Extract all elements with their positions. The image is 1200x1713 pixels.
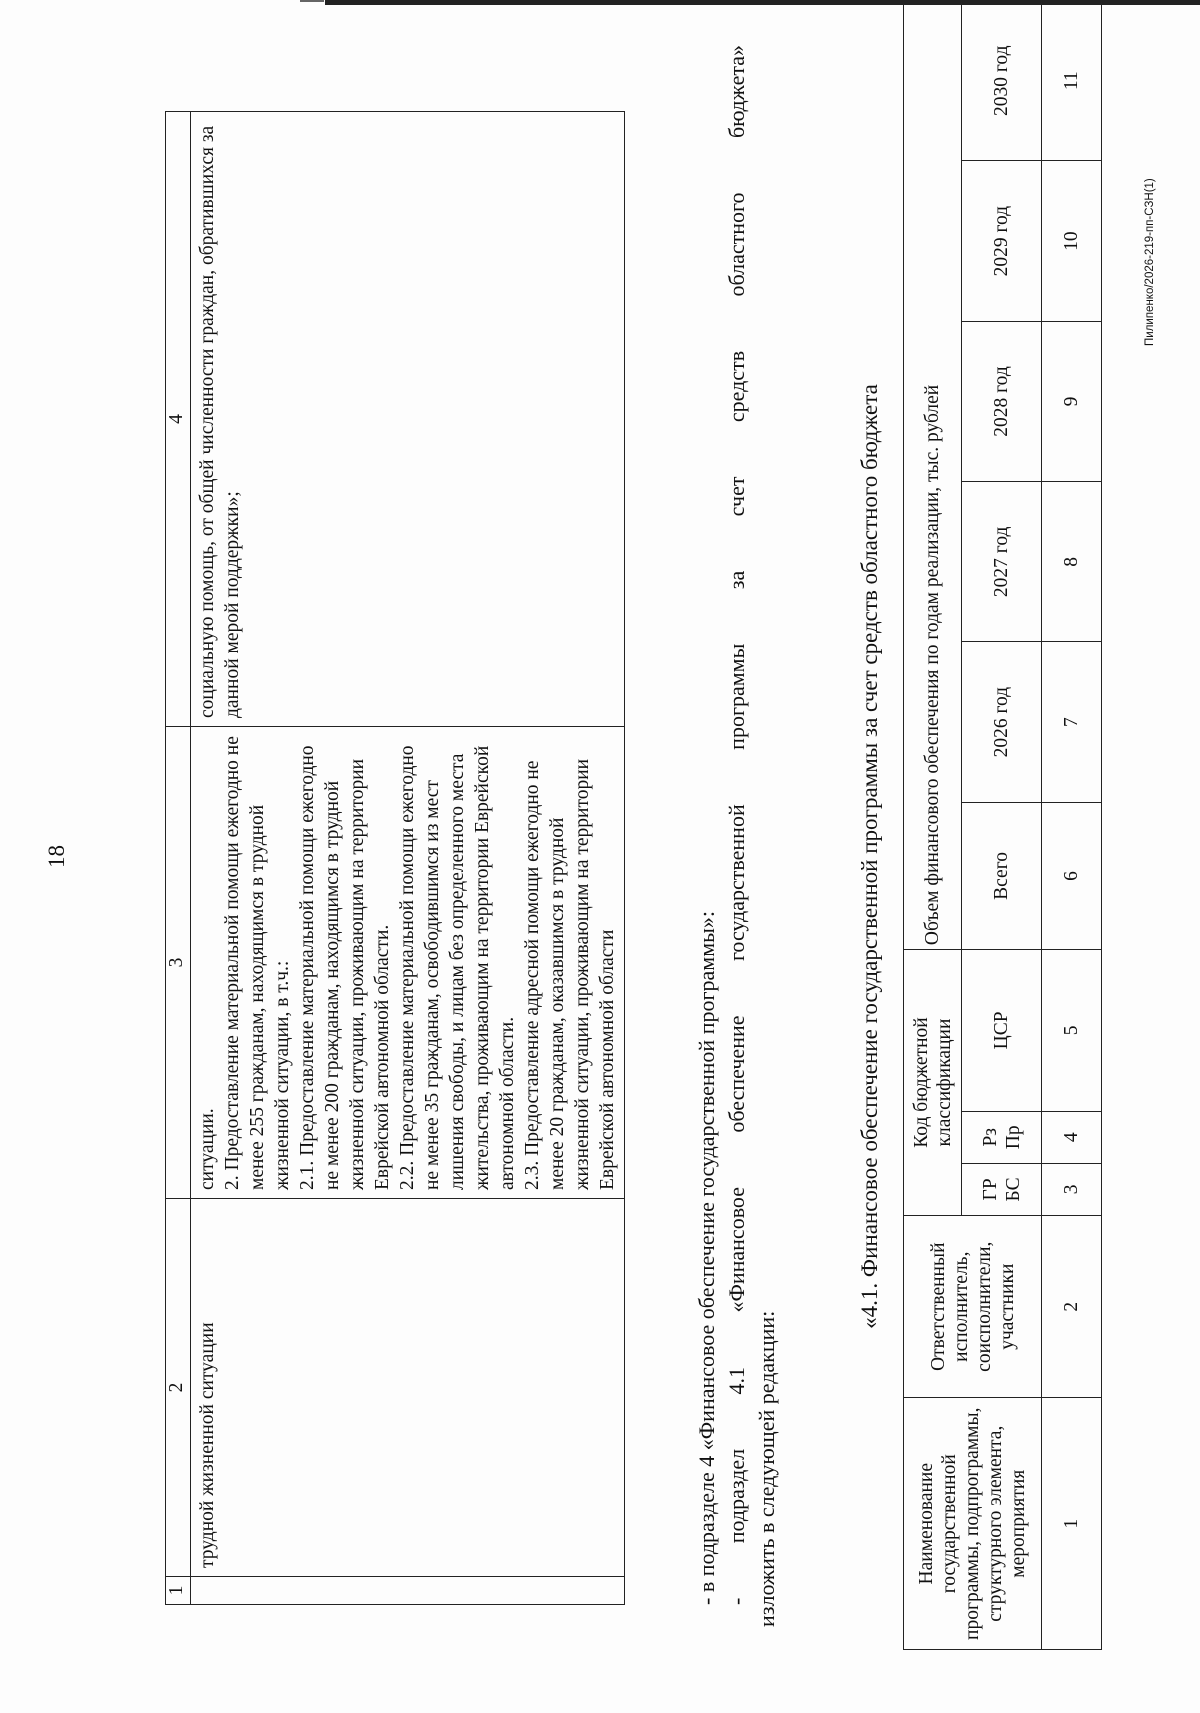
result-line: 2.1. Предоставление материальной помощи ежегодно не менее 200 гражданам, находящимся в трудной жизненной ситуации, проживающим на территории Еврейской автономной области. (297, 745, 393, 1190)
header-cell-1: 1 (166, 1577, 191, 1605)
result-line: 2. Предоставление материальной помощи ежегодно не менее 255 гражданам, находящимся в трудной жизненной ситуации, в т.ч.: (222, 736, 293, 1190)
col-number-4: 4 (1042, 1111, 1102, 1163)
col-executor-header: Ответственный исполнитель, соисполнители, участники (904, 1215, 1042, 1397)
col-number-9: 9 (1042, 321, 1102, 481)
col-number-1: 1 (1042, 1398, 1102, 1650)
col-number-2: 2 (1042, 1215, 1102, 1397)
col-name-header: Наименование государственной программы, подпрограммы, структурного элемента, мероприятия (904, 1398, 1042, 1650)
col-number-5: 5 (1042, 950, 1102, 1112)
col-rzpr-header: Рз Пр (962, 1111, 1042, 1163)
col-grbs-header: ГР БС (962, 1163, 1042, 1215)
col-csr-header: ЦСР (962, 950, 1042, 1112)
col-number-7: 7 (1042, 642, 1102, 802)
header-cell-2: 2 (166, 1199, 191, 1577)
header-cell-4: 4 (166, 112, 191, 727)
finance-numbering-row (1042, 1, 1102, 1650)
subsection-title: «4.1. Финансовое обеспечение государственной программы за счет средств областного бюджета (857, 384, 882, 1329)
col-number-8: 8 (1042, 482, 1102, 642)
col-year-2030: 2030 год (962, 1, 1042, 161)
page-number: 18 (44, 845, 69, 868)
col-year-2027: 2027 год (962, 482, 1042, 642)
objectives-table-row (191, 112, 625, 1605)
finance-header-row-1 (904, 1, 962, 1650)
instruction-line-3: изложить в следующей редакции: (754, 1310, 779, 1627)
col-number-3: 3 (1042, 1163, 1102, 1215)
instruction-line-1: - в подразделе 4 «Финансовое обеспечение государственной программы»: (694, 910, 719, 1605)
row-cell-2: трудной жизненной ситуации (191, 1199, 625, 1577)
header-cell-3: 3 (166, 727, 191, 1199)
col-total-header: Всего (962, 802, 1042, 949)
result-line: ситуации. (197, 1108, 218, 1190)
result-line: 2.2. Предоставление материальной помощи ежегодно не менее 35 гражданам, освободившимся из мест лишения свободы, и лицам без определенного места жительства, проживающим на территории Еврейской автономной области. (397, 745, 518, 1190)
col-year-2029: 2029 год (962, 161, 1042, 321)
col-year-2026: 2026 год (962, 642, 1042, 802)
instruction-line-2: - подраздел 4.1 «Финансовое обеспечение государственной программы за счет средств областного бюджета» (724, 45, 749, 1605)
col-number-10: 10 (1042, 161, 1102, 321)
col-budget-code-header: Код бюджетной классификации (904, 950, 962, 1216)
col-number-6: 6 (1042, 802, 1102, 949)
row-cell-1 (191, 1577, 625, 1605)
col-volume-header: Объем финансового обеспечения по годам реализации, тыс. рублей (904, 1, 962, 950)
finance-table (903, 0, 1102, 1650)
objectives-table (165, 111, 625, 1605)
col-number-11: 11 (1042, 1, 1102, 161)
row-cell-3 (191, 727, 625, 1199)
result-line: 2.3. Предоставление адресной помощи ежегодно не менее 20 гражданам, оказавшимся в трудной жизненной ситуации, проживающим на территории Еврейской автономной области (522, 758, 618, 1190)
row-cell-4: социальную помощь, от общей численности граждан, обратившихся за данной мерой поддержки»; (191, 112, 625, 727)
col-year-2028: 2028 год (962, 321, 1042, 481)
document-footer-code: Пилипенко/2026-219-пп-СЗН(1) (1144, 178, 1156, 346)
objectives-table-header-row (166, 112, 191, 1605)
